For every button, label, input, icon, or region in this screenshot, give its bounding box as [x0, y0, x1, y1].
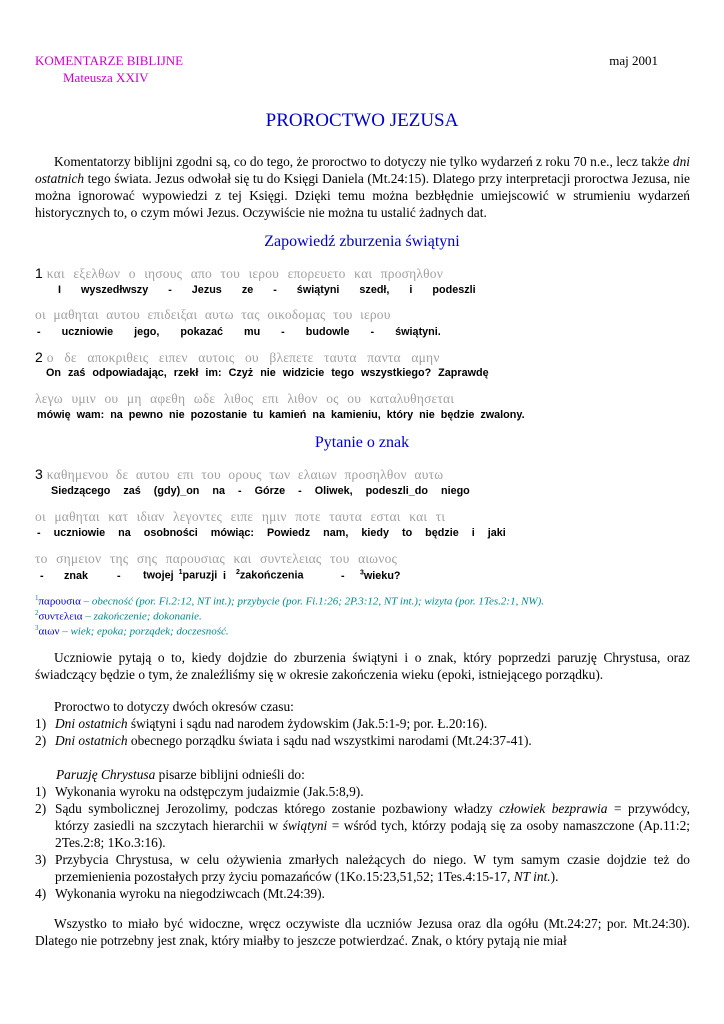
footnote-1: $^1$παρουσια – obecność (por. Fi.2:12, NT int.); przybycie (por. Fi.1:26; 2P.3:12, NT int.); wizyta (por. 1Tes.2:1, NW). [35, 594, 545, 608]
list-item: 2) Sądu symbolicznej Jerozolimy, podczas którego zostanie pozbawiony władzy człowiek bezprawia = przywódcy, którzy zasiedli na szczytach hierarchii w świątyni = wśród tych, którzy podają się za osoby namaszczone (Ap.11:2; 2Tes.2:8; 1Ko.3:16). [35, 801, 690, 850]
verse-number: 2 [35, 349, 43, 365]
verse-1-greek-line-1: 1 και εξελθων ο ιησους απο του ιερου επορευετο και προσηλθον [35, 265, 444, 281]
verse-3-polish-line-1: Siedzącego zaś (gdy)_on na - Górze - Oliwek, podeszli_do niego [51, 485, 470, 497]
parousia-list [35, 783, 690, 902]
parousia-lead: Paruzję Chrystusa pisarze biblijni odnieśli do: [56, 767, 305, 782]
list-item: 1) Wykonania wyroku na odstępczym judaizmie (Jak.5:8,9). [35, 784, 364, 799]
periods-list [35, 715, 690, 749]
verse-3-greek-line-1: 3 καθημενου δε αυτου επι του ορους των ελαιων προσηλθον αυτω [35, 466, 444, 482]
verse-3-greek-line-3: το σημειον της σης παρουσιας και συντελειας του αιωνος [35, 551, 398, 566]
verse-2-polish-line-2: mówię wam: na pewno nie pozostanie tu kamień na kamieniu, który nie będzie zwalony. [37, 409, 525, 421]
paragraph-questions: Uczniowie pytają o to, kiedy dojdzie do zburzenia świątyni i o znak, który poprzedzi paruzję Chrystusa, oraz świadczący będzie o tym, że znaleźliśmy się w okresie zakończenia wieku (epoki, istniejącego porządku). [35, 650, 690, 682]
paragraph-closing: Wszystko to miało być widoczne, wręcz oczywiste dla uczniów Jezusa oraz dla ogółu (Mt.24:27; por. Mt.24:30). Dlatego nie potrzebny jest znak, który miałby to jeszcze potwierdzać. Znak, o który pytają nie miał [35, 916, 690, 948]
verse-number: 3 [35, 466, 43, 482]
header-book: Mateusza XXIV [63, 70, 149, 85]
verse-3-polish-line-3: - znak - twojej $^1$paruzji i $^2$zakończenia - $^3$wieku? [40, 569, 401, 582]
verse-3-polish-line-2: - uczniowie na osobności mówiąc: Powiedz nam, kiedy to będzie i jaki [37, 527, 506, 539]
header-series: KOMENTARZE BIBLIJNE [35, 53, 184, 68]
page-title: PROROCTWO JEZUSA [265, 110, 459, 131]
verse-number: 1 [35, 265, 43, 281]
section-heading-sign: Pytanie o znak [314, 434, 410, 451]
footnote-2: $^2$συντελεια – zakończenie; dokonanie. [35, 609, 202, 623]
verse-1-polish-line-2: - uczniowie jego, pokazać mu - budowle - świątyni. [37, 326, 441, 338]
verse-1-polish-line-1: I wyszedłwszy - Jezus ze - świątyni szedł, i podeszli [58, 284, 476, 296]
verse-3-greek-line-2: οι μαθηται κατ ιδιαν λεγοντες ειπε ημιν ποτε ταυτα εσται και τι [35, 509, 446, 524]
section-heading-destruction: Zapowiedź zburzenia świątyni [264, 233, 460, 250]
footnote-3: $^3$αιων – wiek; epoka; porządek; doczesność. [35, 624, 229, 638]
verse-2-greek-line-1: 2 ο δε αποκριθεις ειπεν αυτοις ου βλεπετε ταυτα παντα αμην [35, 349, 440, 365]
intro-paragraph: Komentatorzy biblijni zgodni są, co do tego, że proroctwo to dotyczy nie tylko wydarzeń z roku 70 n.e., lecz także dni ostatnich tego świata. Jezus odwołał się tu do Księgi Daniela (Mt.24:15). Dlatego przy interpretacji proroctwa Jezusa, nie można ignorować wypowiedzi z tej Księgi. Dzięki temu można bezbłędnie umiejscowić w strumieniu wydarzeń historycznych to, o czym mówi Jezus. Oczywiście nie można tu ustalić żadnych dat. [35, 154, 690, 220]
periods-lead: Proroctwo to dotyczy dwóch okresów czasu: [54, 699, 294, 714]
list-item: 1) Dni ostatnich świątyni i sądu nad narodem żydowskim (Jak.5:1-9; por. Ł.20:16). [35, 716, 488, 731]
verse-2-polish-line-1: On zaś odpowiadając, rzekł im: Czyż nie widzicie tego wszystkiego? Zaprawdę [46, 367, 489, 379]
list-item: 4) Wykonania wyroku na niegodziwcach (Mt.24:39). [35, 886, 325, 901]
list-item: 3) Przybycia Chrystusa, w celu ożywienia zmarłych należących do niego. W tym samym czasie dojdzie też do przemienienia pozostałych przy życiu pomazańców (1Ko.15:23,51,52; 1Tes.4:15-17, NT int.). [35, 852, 690, 884]
verse-2-greek-line-2: λεγω υμιν ου μη αφεθη ωδε λιθος επι λιθον ος ου καταλυθησεται [35, 391, 455, 406]
verse-1-greek-line-2: οι μαθηται αυτου επιδειξαι αυτω τας οικοδομας του ιερου [35, 307, 391, 322]
header-date: maj 2001 [609, 53, 658, 68]
list-item: 2) Dni ostatnich obecnego porządku świata i sądu nad wszystkimi narodami (Mt.24:37-41). [35, 733, 532, 748]
